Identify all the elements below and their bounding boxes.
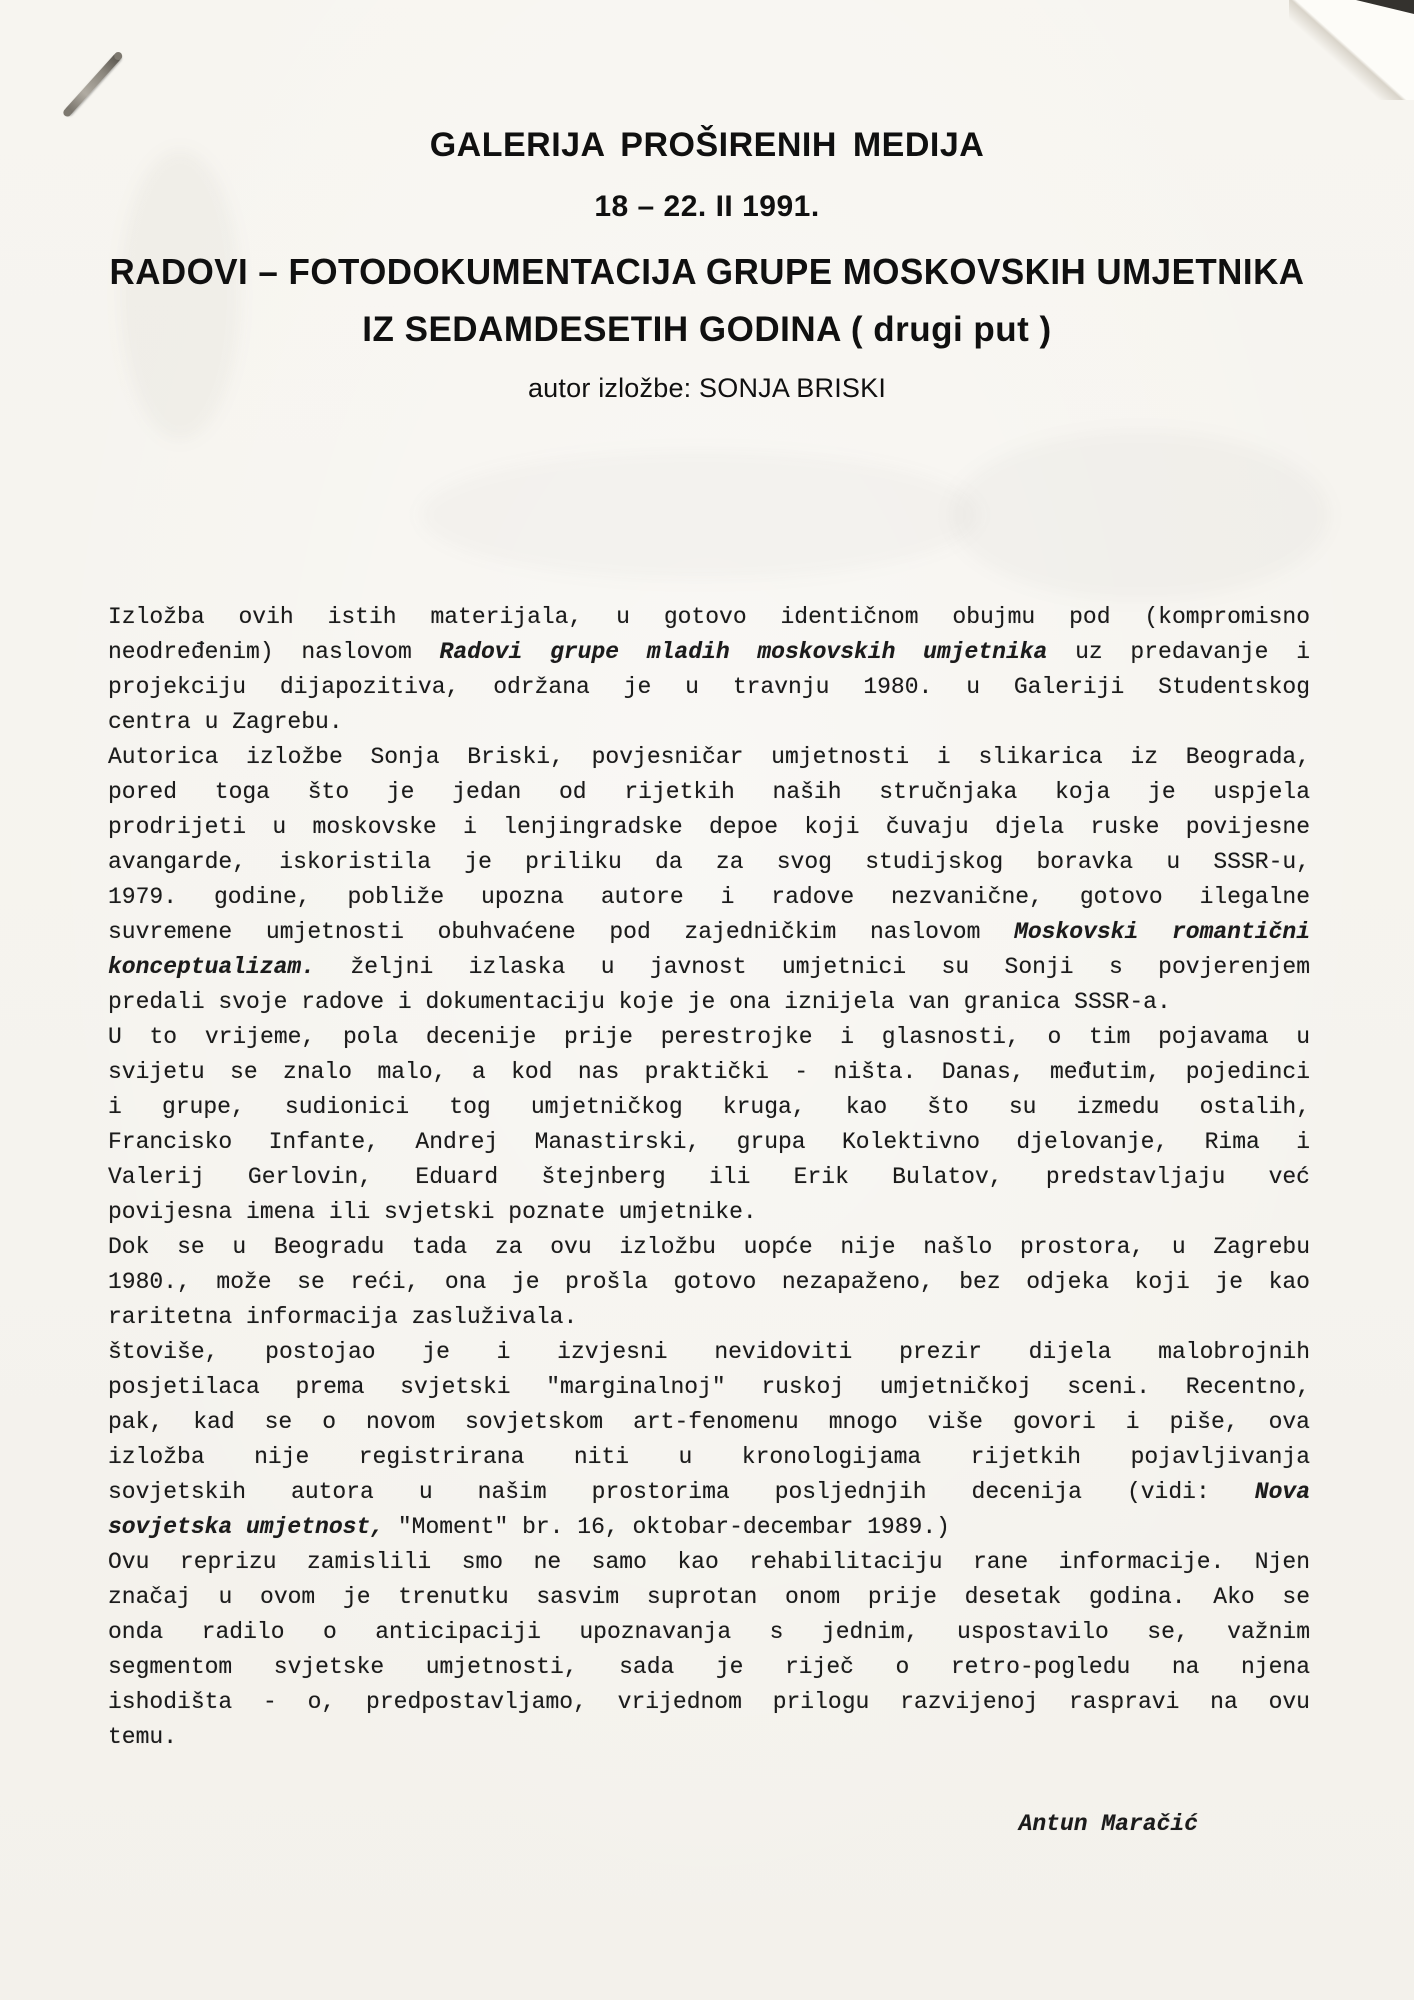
document-header <box>0 0 1414 404</box>
text-line <box>108 1195 1310 1230</box>
text-line <box>108 1020 1310 1055</box>
body-text: uz predavanje i <box>1047 639 1310 665</box>
body-text: 1980., može se reći, ona je prošla gotovo nezapaženo, bez odjeka koji je kao <box>108 1269 1310 1295</box>
exhibition-dates: 18 – 22. II 1991. <box>594 190 820 223</box>
body-text: i grupe, sudionici tog umjetničkog kruga, kao što su izmedu ostalih, <box>108 1094 1310 1120</box>
text-line <box>108 985 1310 1020</box>
body-text: Francisko Infante, Andrej Manastirski, grupa Kolektivno djelovanje, Rima i <box>108 1129 1310 1155</box>
body-text: sovjetskih autora u našim prostorima posljednjih decenija (vidi: <box>108 1479 1255 1505</box>
body-text: centra u Zagrebu. <box>108 709 343 735</box>
text-line <box>108 1370 1310 1405</box>
body-text: svijetu se znalo malo, a kod nas praktički - ništa. Danas, međutim, pojedinci <box>108 1059 1310 1085</box>
page-corner-shadow <box>1356 0 1414 14</box>
body-text: U to vrijeme, pola decenije prije perestrojke i glasnosti, o tim pojavama u <box>108 1024 1310 1050</box>
text-line <box>108 705 1310 740</box>
text-line <box>108 1300 1310 1335</box>
body-text: segmentom svjetske umjetnosti, sada je riječ o retro-pogledu na njena <box>108 1654 1310 1680</box>
body-text: neodređenim) naslovom <box>108 639 440 665</box>
body-text: pak, kad se o novom sovjetskom art-fenomenu mnogo više govori i piše, ova <box>108 1409 1310 1435</box>
body-text: 1979. godine, pobliže upozna autore i radove nezvanične, gotovo ilegalne <box>108 884 1310 910</box>
text-line <box>108 950 1310 985</box>
text-line <box>108 1685 1310 1720</box>
body-text: posjetilaca prema svjetski "marginalnoj" ruskoj umjetničkoj sceni. Recentno, <box>108 1374 1310 1400</box>
text-line <box>108 1510 1310 1545</box>
emphasized-text: Radovi grupe mladih moskovskih umjetnika <box>439 639 1048 665</box>
text-line <box>108 1650 1310 1685</box>
text-line <box>108 1265 1310 1300</box>
body-text: Autorica izložbe Sonja Briski, povjesničar umjetnosti i slikarica iz Beograda, <box>108 744 1310 770</box>
text-line <box>108 1615 1310 1650</box>
exhibition-author-line: autor izložbe: SONJA BRISKI <box>527 373 887 403</box>
text-line <box>108 1055 1310 1090</box>
text-line <box>108 1335 1310 1370</box>
text-line <box>108 740 1310 775</box>
emphasized-text: Moskovski romantični <box>1014 919 1310 945</box>
text-line <box>108 1230 1310 1265</box>
gallery-name: GALERIJA PROŠIRENIH MEDIJA <box>429 126 985 164</box>
body-text: povijesna imena ili svjetski poznate umjetnike. <box>108 1199 757 1225</box>
body-text: značaj u ovom je trenutku sasvim suprotan onom prije desetak godina. Ako se <box>108 1584 1310 1610</box>
text-line <box>108 1125 1310 1160</box>
body-text: "Moment" br. 16, oktobar-decembar 1989.) <box>384 1514 950 1540</box>
text-line <box>108 1580 1310 1615</box>
page-corner-fold <box>1289 0 1414 100</box>
text-line <box>108 635 1310 670</box>
body-text: Izložba ovih istih materijala, u gotovo identičnom obujmu pod (kompromisno <box>108 604 1310 630</box>
body-text: suvremene umjetnosti obuhvaćene pod zajedničkim naslovom <box>108 919 1015 945</box>
exhibition-title-line2: IZ SEDAMDESETIH GODINA ( drugi put ) <box>362 310 1052 349</box>
body-text: štoviše, postojao je i izvjesni nevidoviti prezir dijela malobrojnih <box>108 1339 1310 1365</box>
text-line <box>108 1090 1310 1125</box>
body-text: temu. <box>108 1724 178 1750</box>
body-text: predali svoje radove i dokumentaciju koje je ona iznijela van granica SSSR-a. <box>108 989 1171 1015</box>
signature: Antun Maračić <box>1018 1811 1198 1837</box>
body-text: željni izlaska u javnost umjetnici su Sonji s povjerenjem <box>315 954 1310 980</box>
body-text: Valerij Gerlovin, Eduard štejnberg ili Erik Bulatov, predstavljaju već <box>108 1164 1310 1190</box>
body-text: projekciju dijapozitiva, održana je u travnju 1980. u Galeriji Studentskog <box>108 674 1310 700</box>
emphasized-text: konceptualizam. <box>108 954 316 980</box>
text-line <box>108 1405 1310 1440</box>
text-line <box>108 775 1310 810</box>
text-line <box>108 915 1310 950</box>
text-line <box>108 1475 1310 1510</box>
emphasized-text: Nova <box>1254 1479 1310 1505</box>
body-text: prodrijeti u moskovske i lenjingradske depoe koji čuvaju djela ruske povijesne <box>108 814 1310 840</box>
body-text: raritetna informacija zasluživala. <box>108 1304 578 1330</box>
text-line <box>108 845 1310 880</box>
body-text: onda radilo o anticipaciji upoznavanja s jednim, uspostavilo se, važnim <box>108 1619 1310 1645</box>
text-line <box>108 1440 1310 1475</box>
scan-artifact <box>420 450 980 580</box>
text-line <box>108 600 1310 635</box>
exhibition-title-line1: RADOVI – FOTODOKUMENTACIJA GRUPE MOSKOVSKIH UMJETNIKA <box>109 251 1305 292</box>
text-line <box>108 880 1310 915</box>
text-line <box>108 1720 1310 1755</box>
text-line <box>108 810 1310 845</box>
body-text: pored toga što je jedan od rijetkih naših stručnjaka koja je uspjela <box>108 779 1310 805</box>
text-line <box>108 1160 1310 1195</box>
scan-artifact <box>950 430 1330 600</box>
body-text: izložba nije registrirana niti u kronologijama rijetkih pojavljivanja <box>108 1444 1310 1470</box>
body-text: Dok se u Beogradu tada za ovu izložbu uopće nije našlo prostora, u Zagrebu <box>108 1234 1310 1260</box>
document-body <box>108 600 1310 1755</box>
body-text: ishodišta - o, predpostavljamo, vrijednom prilogu razvijenoj raspravi na ovu <box>108 1689 1310 1715</box>
text-line <box>108 1545 1310 1580</box>
text-line <box>108 670 1310 705</box>
body-text: avangarde, iskoristila je priliku da za svog studijskog boravka u SSSR-u, <box>108 849 1310 875</box>
body-text: Ovu reprizu zamislili smo ne samo kao rehabilitaciju rane informacije. Njen <box>108 1549 1310 1575</box>
emphasized-text: sovjetska umjetnost, <box>108 1514 385 1540</box>
